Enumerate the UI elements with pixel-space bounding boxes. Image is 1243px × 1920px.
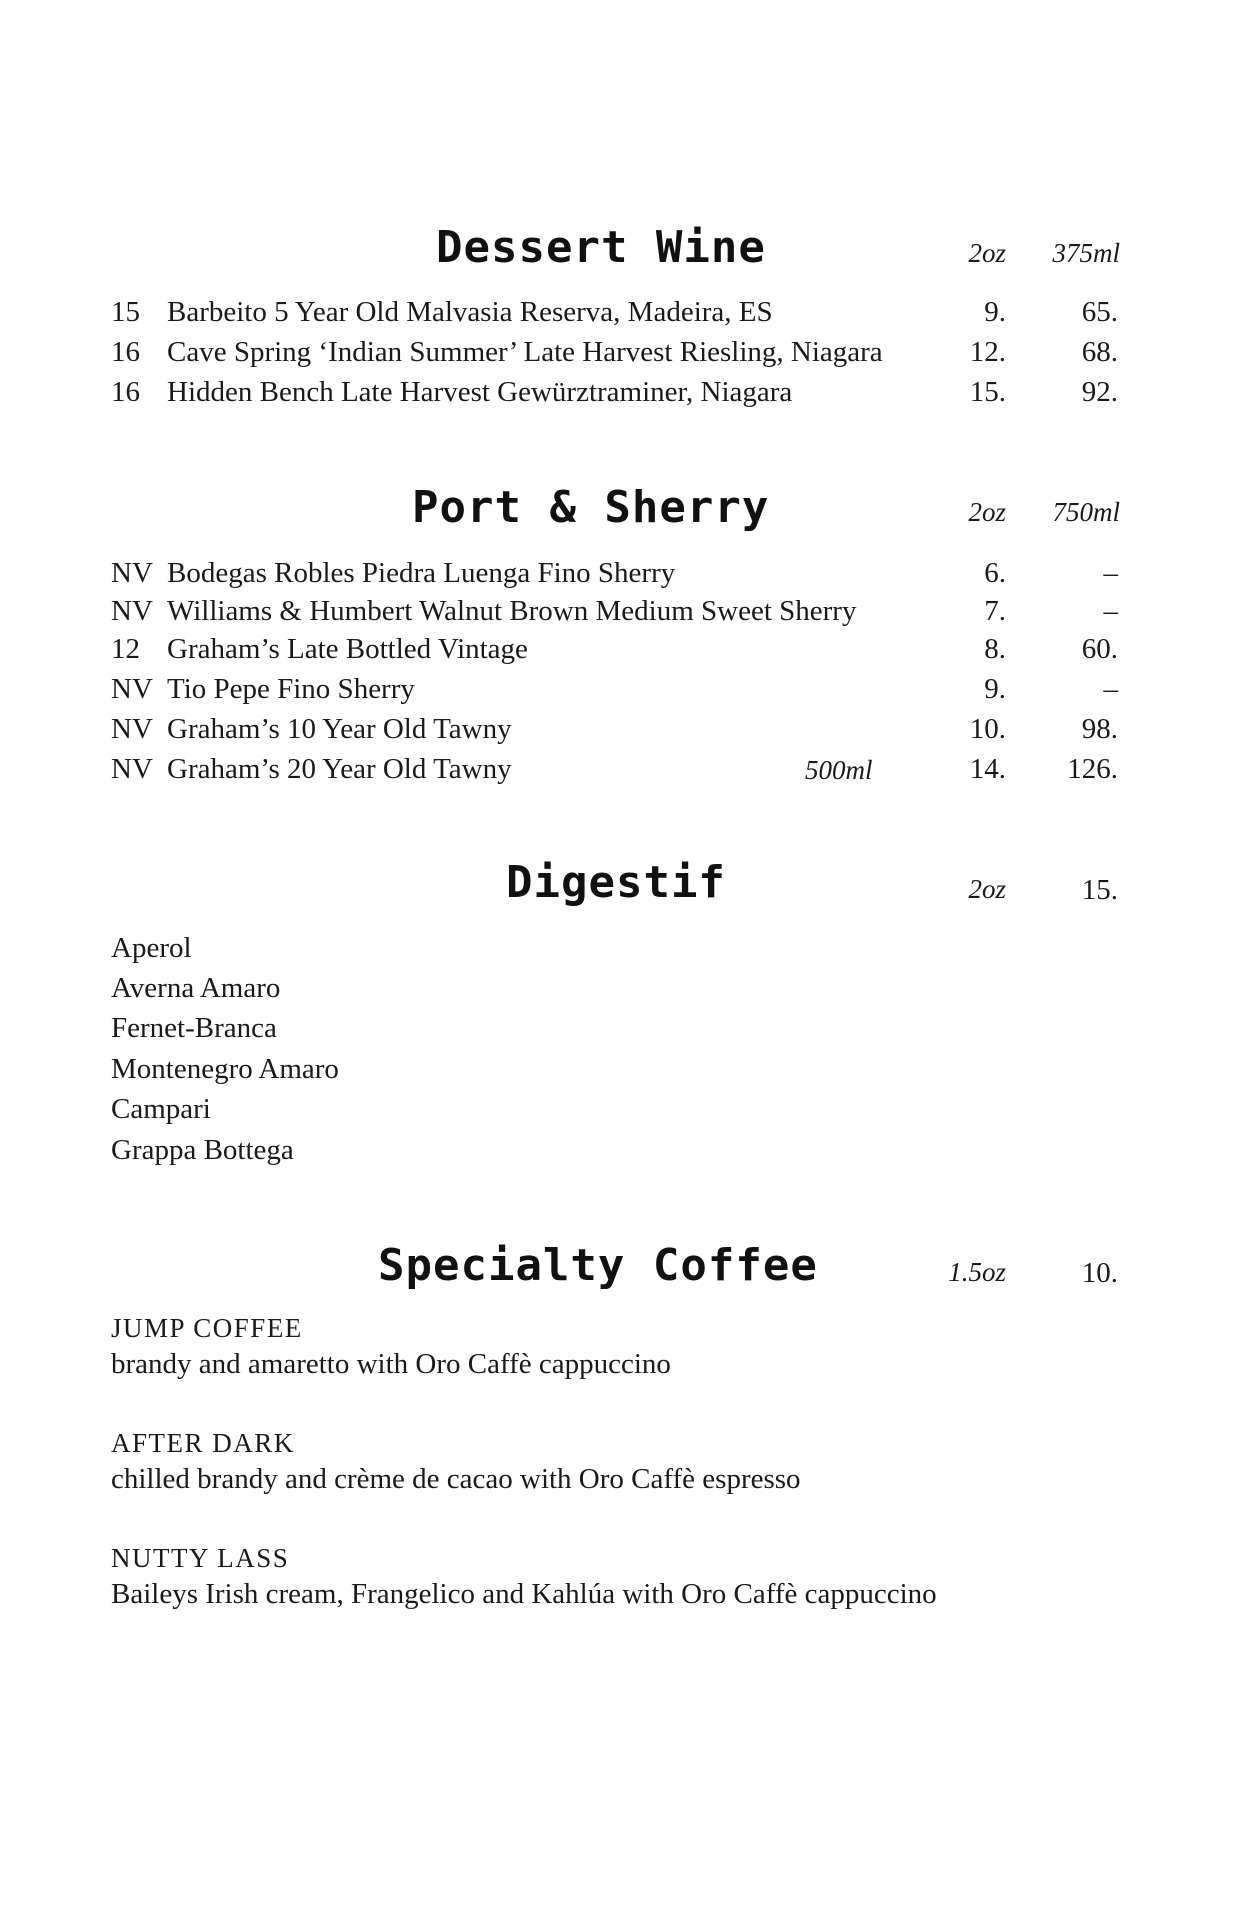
coffee-description: chilled brandy and crème de cacao with Oro Caffè espresso	[111, 1463, 801, 1495]
vintage: 12	[111, 633, 140, 665]
size-note: 500ml	[805, 755, 873, 785]
coffee-name: NUTTY LASS	[111, 1543, 290, 1573]
dessert-wine-col2-header: 375ml	[1052, 238, 1120, 268]
list-item: Fernet-Branca	[111, 1012, 277, 1044]
wine-name: Graham’s 10 Year Old Tawny	[167, 713, 512, 745]
price-bottle: 126.	[1067, 753, 1118, 785]
specialty-coffee-col1-header: 1.5oz	[948, 1257, 1006, 1287]
wine-name: Bodegas Robles Piedra Luenga Fino Sherry	[167, 557, 676, 589]
price-bottle: 68.	[1081, 336, 1118, 368]
coffee-name: JUMP COFFEE	[111, 1313, 303, 1343]
price-2oz: 10.	[969, 713, 1006, 745]
specialty-coffee-price: 10.	[1081, 1257, 1118, 1289]
list-item: Campari	[111, 1093, 211, 1125]
dessert-wine-col1-header: 2oz	[968, 238, 1006, 268]
price-bottle: –	[1103, 595, 1118, 627]
digestif-col1-header: 2oz	[968, 874, 1006, 904]
vintage: NV	[111, 595, 153, 627]
coffee-description: brandy and amaretto with Oro Caffè cappuccino	[111, 1348, 671, 1380]
price-2oz: 12.	[969, 336, 1006, 368]
vintage: NV	[111, 753, 153, 785]
digestif-heading: Digestif	[506, 857, 726, 908]
port-sherry-col2-header: 750ml	[1052, 497, 1120, 527]
dessert-wine-heading: Dessert Wine	[436, 222, 766, 273]
price-2oz: 8.	[984, 633, 1006, 665]
wine-name: Barbeito 5 Year Old Malvasia Reserva, Madeira, ES	[167, 296, 773, 328]
price-bottle: –	[1103, 673, 1118, 705]
coffee-name: AFTER DARK	[111, 1428, 295, 1458]
price-2oz: 14.	[969, 753, 1006, 785]
price-2oz: 9.	[984, 673, 1006, 705]
price-bottle: –	[1103, 557, 1118, 589]
wine-name: Graham’s 20 Year Old Tawny	[167, 753, 512, 785]
wine-name: Graham’s Late Bottled Vintage	[167, 633, 528, 665]
list-item: Aperol	[111, 932, 192, 964]
port-sherry-col1-header: 2oz	[968, 497, 1006, 527]
specialty-coffee-heading: Specialty Coffee	[378, 1240, 818, 1291]
price-2oz: 6.	[984, 557, 1006, 589]
price-bottle: 98.	[1081, 713, 1118, 745]
price-2oz: 15.	[969, 376, 1006, 408]
vintage: 16	[111, 336, 140, 368]
wine-name: Cave Spring ‘Indian Summer’ Late Harvest Riesling, Niagara	[167, 336, 883, 368]
vintage: NV	[111, 673, 153, 705]
wine-name: Tio Pepe Fino Sherry	[167, 673, 415, 705]
vintage: NV	[111, 713, 153, 745]
vintage: 15	[111, 296, 140, 328]
coffee-description: Baileys Irish cream, Frangelico and Kahlúa with Oro Caffè cappuccino	[111, 1578, 937, 1610]
price-2oz: 9.	[984, 296, 1006, 328]
port-sherry-heading: Port & Sherry	[412, 482, 770, 533]
price-bottle: 92.	[1081, 376, 1118, 408]
price-2oz: 7.	[984, 595, 1006, 627]
digestif-price: 15.	[1081, 874, 1118, 906]
price-bottle: 60.	[1081, 633, 1118, 665]
vintage: 16	[111, 376, 140, 408]
wine-name: Hidden Bench Late Harvest Gewürztraminer, Niagara	[167, 376, 793, 408]
wine-name: Williams & Humbert Walnut Brown Medium Sweet Sherry	[167, 595, 857, 627]
list-item: Grappa Bottega	[111, 1134, 294, 1166]
list-item: Averna Amaro	[111, 972, 281, 1004]
price-bottle: 65.	[1081, 296, 1118, 328]
list-item: Montenegro Amaro	[111, 1053, 339, 1085]
vintage: NV	[111, 557, 153, 589]
